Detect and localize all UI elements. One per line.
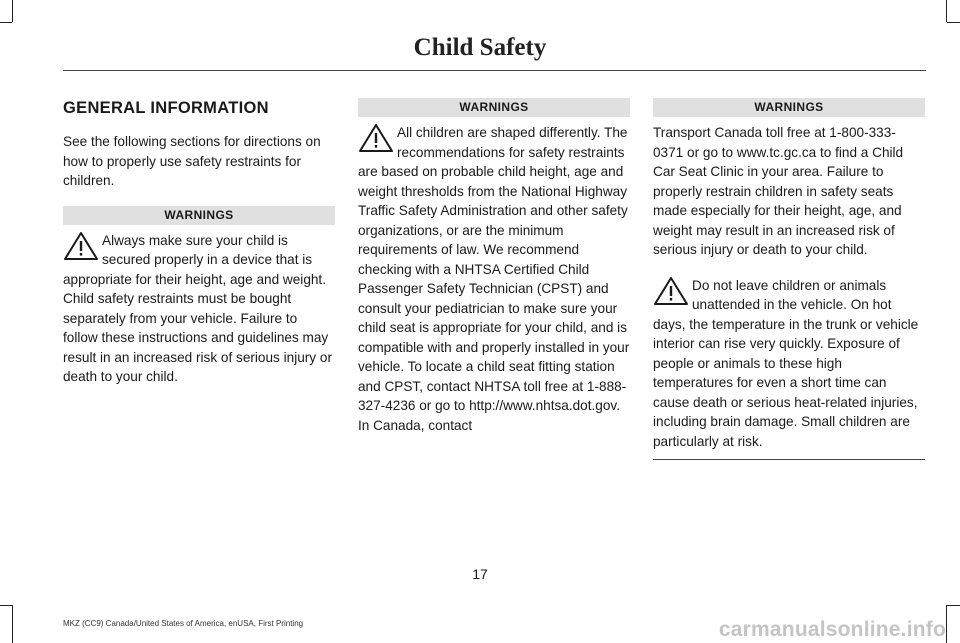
section-heading: GENERAL INFORMATION <box>63 99 269 117</box>
column-3 <box>653 98 925 460</box>
edition-footer: MKZ (CC9) Canada/United States of America, enUSA, First Printing <box>63 619 304 628</box>
warnings-header: WARNINGS <box>358 98 630 117</box>
warning-text: Always make sure your child is secured properly in a device that is appropriate for their height, age and weight. Child safety restraints must be bought separately from your vehicle. Failure to follow these instructions and guidelines may result in an increased risk of serious injury or death to your child. <box>63 232 332 384</box>
warning-triangle-icon <box>63 231 99 261</box>
crop-mark <box>946 0 947 22</box>
intro-paragraph: See the following sections for directions on how to properly use safety restraints for children. <box>63 134 321 188</box>
watermark: carmanualsonline.info <box>718 618 946 641</box>
crop-mark <box>947 605 960 606</box>
warnings-header: WARNINGS <box>653 98 925 117</box>
warning-paragraph <box>653 276 925 452</box>
warning-text: All children are shaped differently. The recommendations for safety restraints are based on probable child height, age and weight thresholds from the National Highway Traffic Safety Administration and other safety organizations, or are the minimum requirements of law. We recommend checking with a NHTSA Certified Child Passenger Safety Technician (CPST) and consult your pediatrician to make sure your child seat is appropriate for your child, and is compatible with and properly installed in your vehicle. To locate a child seat fitting station and CPST, contact NHTSA toll free at 1-888-327-4236 or go to http://www.nhtsa.dot.gov. In Canada, contact <box>358 125 630 433</box>
page-number: 17 <box>472 566 488 582</box>
crop-mark <box>947 22 960 23</box>
warning-paragraph <box>63 231 335 387</box>
crop-mark <box>946 605 947 643</box>
crop-mark <box>0 605 12 606</box>
warnings-header: WARNINGS <box>63 206 335 225</box>
crop-mark <box>12 0 13 22</box>
header-divider <box>63 70 926 71</box>
warnings-end-divider <box>653 459 925 460</box>
continued-warning-text: Transport Canada toll free at 1-800-333-0371 or go to www.tc.gc.ca to find a Child Car Seat Clinic in your area. Failure to properly restrain children in safety seats made especially for their height, age, and weight may result in an increased risk of serious injury or death to your child. <box>653 125 904 257</box>
warning-triangle-icon <box>358 123 394 153</box>
crop-mark <box>12 605 13 643</box>
column-1 <box>63 132 335 387</box>
warning-text: Do not leave children or animals unattended in the vehicle. On hot days, the temperature in the trunk or vehicle interior can rise very quickly. Exposure of people or animals to these high temperatures for even a short time can cause death or serious heat-related injuries, including brain damage. Small children are particularly at risk. <box>653 277 919 449</box>
column-2 <box>358 98 630 435</box>
warning-paragraph <box>358 123 630 435</box>
crop-mark <box>0 22 12 23</box>
page-title: Child Safety <box>413 34 547 61</box>
warning-triangle-icon <box>653 276 689 306</box>
